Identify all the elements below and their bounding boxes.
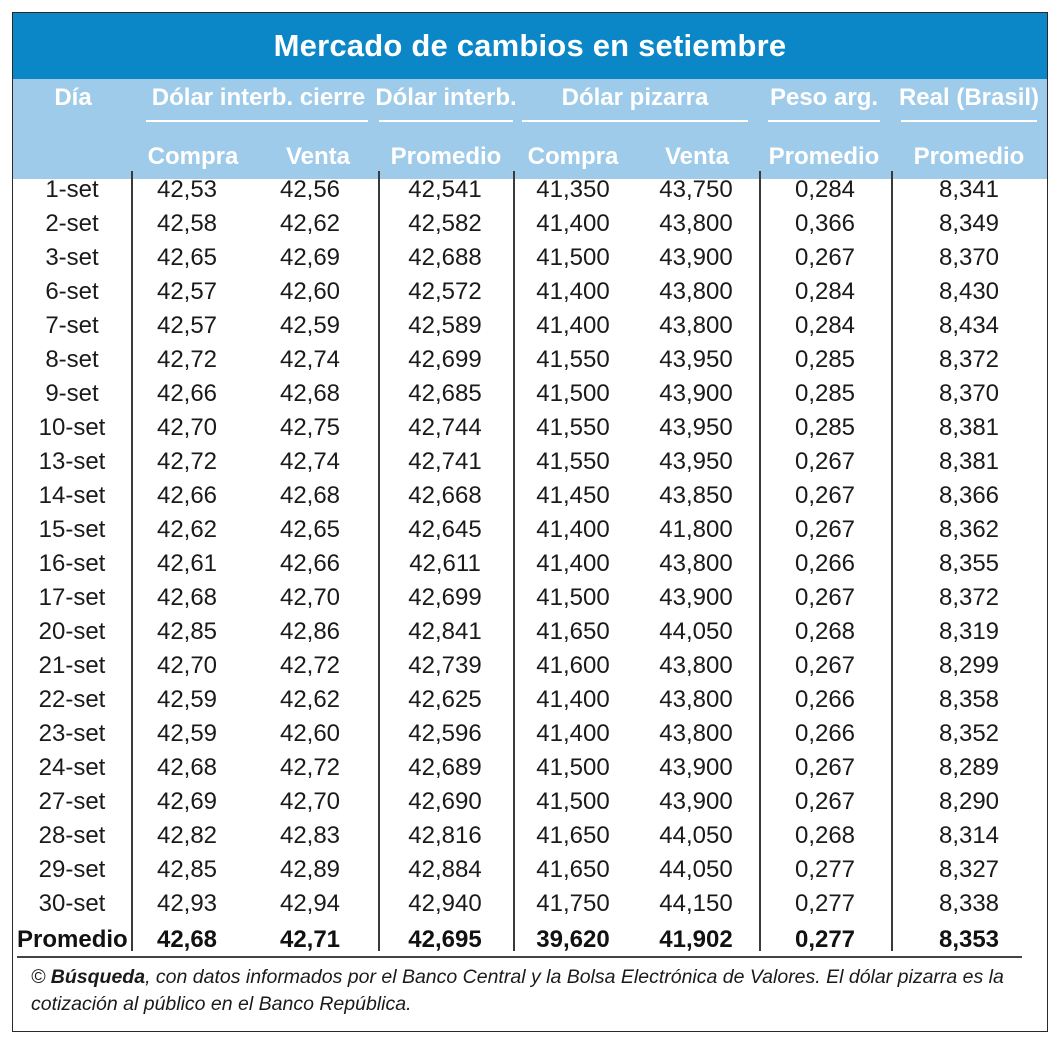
value-cell: 43,950	[659, 346, 733, 373]
day-cell: 20-set	[38, 618, 106, 645]
value-cell: 42,741	[408, 448, 482, 475]
value-cell: 42,74	[279, 346, 341, 373]
value-cell: 41,800	[659, 516, 733, 543]
value-cell: 0,267	[794, 448, 856, 475]
value-cell: 42,582	[408, 210, 482, 237]
day-cell: 3-set	[45, 244, 99, 271]
value-cell: 42,85	[156, 856, 218, 883]
value-cell: 8,327	[938, 856, 1000, 883]
header-group-interb-cierre: Dólar interb. cierre	[151, 84, 366, 111]
value-cell: 42,940	[408, 890, 482, 917]
value-cell: 0,285	[794, 346, 856, 373]
value-cell: 41,350	[536, 176, 610, 203]
day-cell: 6-set	[45, 278, 99, 305]
value-cell: 42,83	[279, 822, 341, 849]
footnote-divider	[17, 956, 1022, 958]
column-divider	[378, 171, 380, 951]
value-cell: 42,62	[279, 686, 341, 713]
value-cell: 42,57	[156, 312, 218, 339]
value-cell: 0,284	[794, 312, 856, 339]
value-cell: 42,94	[279, 890, 341, 917]
value-cell: 8,366	[938, 482, 1000, 509]
value-cell: 42,72	[156, 448, 218, 475]
value-cell: 42,86	[279, 618, 341, 645]
value-cell: 42,688	[408, 244, 482, 271]
value-cell: 41,450	[536, 482, 610, 509]
value-cell: 42,69	[156, 788, 218, 815]
value-cell: 43,800	[659, 652, 733, 679]
value-cell: 0,267	[794, 584, 856, 611]
value-cell: 43,900	[659, 754, 733, 781]
value-cell: 42,68	[156, 926, 218, 953]
value-cell: 8,353	[938, 926, 1000, 953]
value-cell: 42,70	[279, 584, 341, 611]
subheader-venta-1: Venta	[285, 143, 351, 170]
copyright-symbol: ©	[31, 966, 46, 988]
value-cell: 0,268	[794, 822, 856, 849]
value-cell: 42,59	[156, 686, 218, 713]
value-cell: 42,53	[156, 176, 218, 203]
value-cell: 42,56	[279, 176, 341, 203]
value-cell: 41,400	[536, 686, 610, 713]
value-cell: 41,902	[659, 926, 733, 953]
subheader-venta-2: Venta	[664, 143, 730, 170]
value-cell: 43,800	[659, 720, 733, 747]
value-cell: 0,267	[794, 788, 856, 815]
day-cell: 28-set	[38, 822, 106, 849]
value-cell: 8,358	[938, 686, 1000, 713]
underline-pizarra	[522, 120, 748, 122]
value-cell: 43,800	[659, 210, 733, 237]
average-label: Promedio	[17, 926, 128, 953]
value-cell: 42,589	[408, 312, 482, 339]
header-group-real: Real (Brasil)	[898, 84, 1040, 111]
value-cell: 8,370	[938, 380, 1000, 407]
value-cell: 42,841	[408, 618, 482, 645]
value-cell: 43,900	[659, 584, 733, 611]
value-cell: 8,290	[938, 788, 1000, 815]
value-cell: 42,59	[156, 720, 218, 747]
value-cell: 41,550	[536, 346, 610, 373]
value-cell: 42,58	[156, 210, 218, 237]
footnote-text: , con datos informados por el Banco Central y la Bolsa Electrónica de Valores. El dólar pizarra es la cotización al público en el Banco República.	[31, 966, 1004, 1015]
value-cell: 44,050	[659, 856, 733, 883]
day-cell: 2-set	[45, 210, 99, 237]
value-cell: 8,381	[938, 448, 1000, 475]
value-cell: 8,430	[938, 278, 1000, 305]
value-cell: 41,650	[536, 822, 610, 849]
subheader-compra-2: Compra	[527, 143, 619, 170]
value-cell: 41,550	[536, 448, 610, 475]
value-cell: 39,620	[536, 926, 610, 953]
column-divider	[759, 171, 761, 951]
column-divider	[513, 171, 515, 951]
day-cell: 22-set	[38, 686, 106, 713]
value-cell: 41,650	[536, 618, 610, 645]
value-cell: 42,57	[156, 278, 218, 305]
underline-interb	[379, 120, 513, 122]
value-cell: 42,66	[279, 550, 341, 577]
day-cell: 24-set	[38, 754, 106, 781]
value-cell: 42,72	[279, 754, 341, 781]
value-cell: 42,699	[408, 584, 482, 611]
value-cell: 42,71	[279, 926, 341, 953]
day-cell: 29-set	[38, 856, 106, 883]
value-cell: 43,950	[659, 414, 733, 441]
header-dia: Día	[54, 84, 92, 111]
value-cell: 8,341	[938, 176, 1000, 203]
day-cell: 9-set	[45, 380, 99, 407]
value-cell: 42,645	[408, 516, 482, 543]
value-cell: 41,650	[536, 856, 610, 883]
value-cell: 41,400	[536, 516, 610, 543]
table-header	[13, 79, 1047, 179]
value-cell: 43,900	[659, 380, 733, 407]
column-divider	[131, 171, 133, 951]
day-cell: 27-set	[38, 788, 106, 815]
value-cell: 43,750	[659, 176, 733, 203]
value-cell: 43,800	[659, 278, 733, 305]
value-cell: 42,60	[279, 278, 341, 305]
value-cell: 8,314	[938, 822, 1000, 849]
value-cell: 0,277	[794, 926, 856, 953]
value-cell: 41,500	[536, 244, 610, 271]
value-cell: 42,65	[279, 516, 341, 543]
value-cell: 41,500	[536, 754, 610, 781]
value-cell: 8,319	[938, 618, 1000, 645]
value-cell: 0,277	[794, 890, 856, 917]
value-cell: 42,89	[279, 856, 341, 883]
value-cell: 0,268	[794, 618, 856, 645]
value-cell: 41,500	[536, 788, 610, 815]
value-cell: 44,050	[659, 822, 733, 849]
value-cell: 42,572	[408, 278, 482, 305]
value-cell: 42,68	[279, 380, 341, 407]
value-cell: 42,690	[408, 788, 482, 815]
value-cell: 42,70	[156, 414, 218, 441]
value-cell: 43,850	[659, 482, 733, 509]
value-cell: 8,352	[938, 720, 1000, 747]
day-cell: 21-set	[38, 652, 106, 679]
value-cell: 8,299	[938, 652, 1000, 679]
value-cell: 8,434	[938, 312, 1000, 339]
header-group-interb: Dólar interb.	[375, 84, 517, 111]
value-cell: 42,65	[156, 244, 218, 271]
value-cell: 42,70	[156, 652, 218, 679]
value-cell: 0,277	[794, 856, 856, 883]
value-cell: 43,800	[659, 550, 733, 577]
day-cell: 30-set	[38, 890, 106, 917]
subheader-promedio-real: Promedio	[913, 143, 1025, 170]
value-cell: 42,541	[408, 176, 482, 203]
value-cell: 8,372	[938, 346, 1000, 373]
day-cell: 10-set	[38, 414, 106, 441]
value-cell: 41,400	[536, 210, 610, 237]
column-divider	[891, 171, 893, 951]
value-cell: 44,050	[659, 618, 733, 645]
value-cell: 8,381	[938, 414, 1000, 441]
value-cell: 42,625	[408, 686, 482, 713]
value-cell: 43,900	[659, 244, 733, 271]
value-cell: 42,68	[156, 584, 218, 611]
day-cell: 8-set	[45, 346, 99, 373]
value-cell: 42,695	[408, 926, 482, 953]
value-cell: 42,611	[409, 550, 481, 577]
value-cell: 0,267	[794, 754, 856, 781]
value-cell: 42,60	[279, 720, 341, 747]
value-cell: 43,800	[659, 686, 733, 713]
value-cell: 42,689	[408, 754, 482, 781]
value-cell: 42,884	[408, 856, 482, 883]
value-cell: 0,267	[794, 652, 856, 679]
day-cell: 7-set	[45, 312, 99, 339]
value-cell: 42,699	[408, 346, 482, 373]
day-cell: 14-set	[38, 482, 106, 509]
header-group-peso-arg: Peso arg.	[769, 84, 879, 111]
value-cell: 42,744	[408, 414, 482, 441]
footnote	[31, 964, 1036, 1018]
value-cell: 8,362	[938, 516, 1000, 543]
value-cell: 42,66	[156, 482, 218, 509]
value-cell: 42,668	[408, 482, 482, 509]
day-cell: 17-set	[38, 584, 106, 611]
value-cell: 8,349	[938, 210, 1000, 237]
value-cell: 42,93	[156, 890, 218, 917]
value-cell: 0,366	[794, 210, 856, 237]
value-cell: 41,400	[536, 550, 610, 577]
value-cell: 0,267	[794, 516, 856, 543]
value-cell: 42,68	[156, 754, 218, 781]
value-cell: 44,150	[659, 890, 733, 917]
value-cell: 42,685	[408, 380, 482, 407]
value-cell: 42,68	[279, 482, 341, 509]
value-cell: 41,400	[536, 278, 610, 305]
value-cell: 0,285	[794, 414, 856, 441]
value-cell: 42,66	[156, 380, 218, 407]
value-cell: 41,600	[536, 652, 610, 679]
value-cell: 41,550	[536, 414, 610, 441]
underline-interb-cierre	[146, 120, 368, 122]
value-cell: 42,739	[408, 652, 482, 679]
day-cell: 15-set	[38, 516, 106, 543]
value-cell: 0,267	[794, 244, 856, 271]
value-cell: 8,372	[938, 584, 1000, 611]
exchange-table-card	[12, 12, 1048, 1032]
table-title: Mercado de cambios en setiembre	[13, 13, 1047, 79]
value-cell: 8,289	[938, 754, 1000, 781]
value-cell: 42,62	[156, 516, 218, 543]
value-cell: 42,82	[156, 822, 218, 849]
value-cell: 0,285	[794, 380, 856, 407]
source-name: Búsqueda	[50, 966, 146, 988]
value-cell: 42,85	[156, 618, 218, 645]
subheader-promedio-peso: Promedio	[768, 143, 880, 170]
value-cell: 0,284	[794, 176, 856, 203]
value-cell: 41,500	[536, 584, 610, 611]
day-cell: 16-set	[38, 550, 106, 577]
value-cell: 43,800	[659, 312, 733, 339]
value-cell: 42,62	[279, 210, 341, 237]
value-cell: 0,266	[794, 720, 856, 747]
value-cell: 42,70	[279, 788, 341, 815]
underline-real	[901, 120, 1037, 122]
value-cell: 0,266	[794, 550, 856, 577]
value-cell: 42,69	[279, 244, 341, 271]
header-group-pizarra: Dólar pizarra	[561, 84, 709, 111]
value-cell: 8,370	[938, 244, 1000, 271]
underline-peso-arg	[768, 120, 880, 122]
value-cell: 41,400	[536, 720, 610, 747]
value-cell: 0,267	[794, 482, 856, 509]
value-cell: 42,61	[156, 550, 218, 577]
value-cell: 43,950	[659, 448, 733, 475]
value-cell: 0,266	[794, 686, 856, 713]
day-cell: 23-set	[38, 720, 106, 747]
day-cell: 13-set	[38, 448, 106, 475]
day-cell: 1-set	[45, 176, 99, 203]
value-cell: 8,338	[938, 890, 1000, 917]
value-cell: 42,75	[279, 414, 341, 441]
value-cell: 41,400	[536, 312, 610, 339]
value-cell: 41,750	[536, 890, 610, 917]
value-cell: 43,900	[659, 788, 733, 815]
value-cell: 8,355	[938, 550, 1000, 577]
value-cell: 41,500	[536, 380, 610, 407]
value-cell: 42,596	[408, 720, 482, 747]
value-cell: 0,284	[794, 278, 856, 305]
subheader-compra-1: Compra	[147, 143, 239, 170]
value-cell: 42,74	[279, 448, 341, 475]
value-cell: 42,72	[279, 652, 341, 679]
subheader-promedio-interb: Promedio	[390, 143, 502, 170]
value-cell: 42,816	[408, 822, 482, 849]
value-cell: 42,72	[156, 346, 218, 373]
value-cell: 42,59	[279, 312, 341, 339]
